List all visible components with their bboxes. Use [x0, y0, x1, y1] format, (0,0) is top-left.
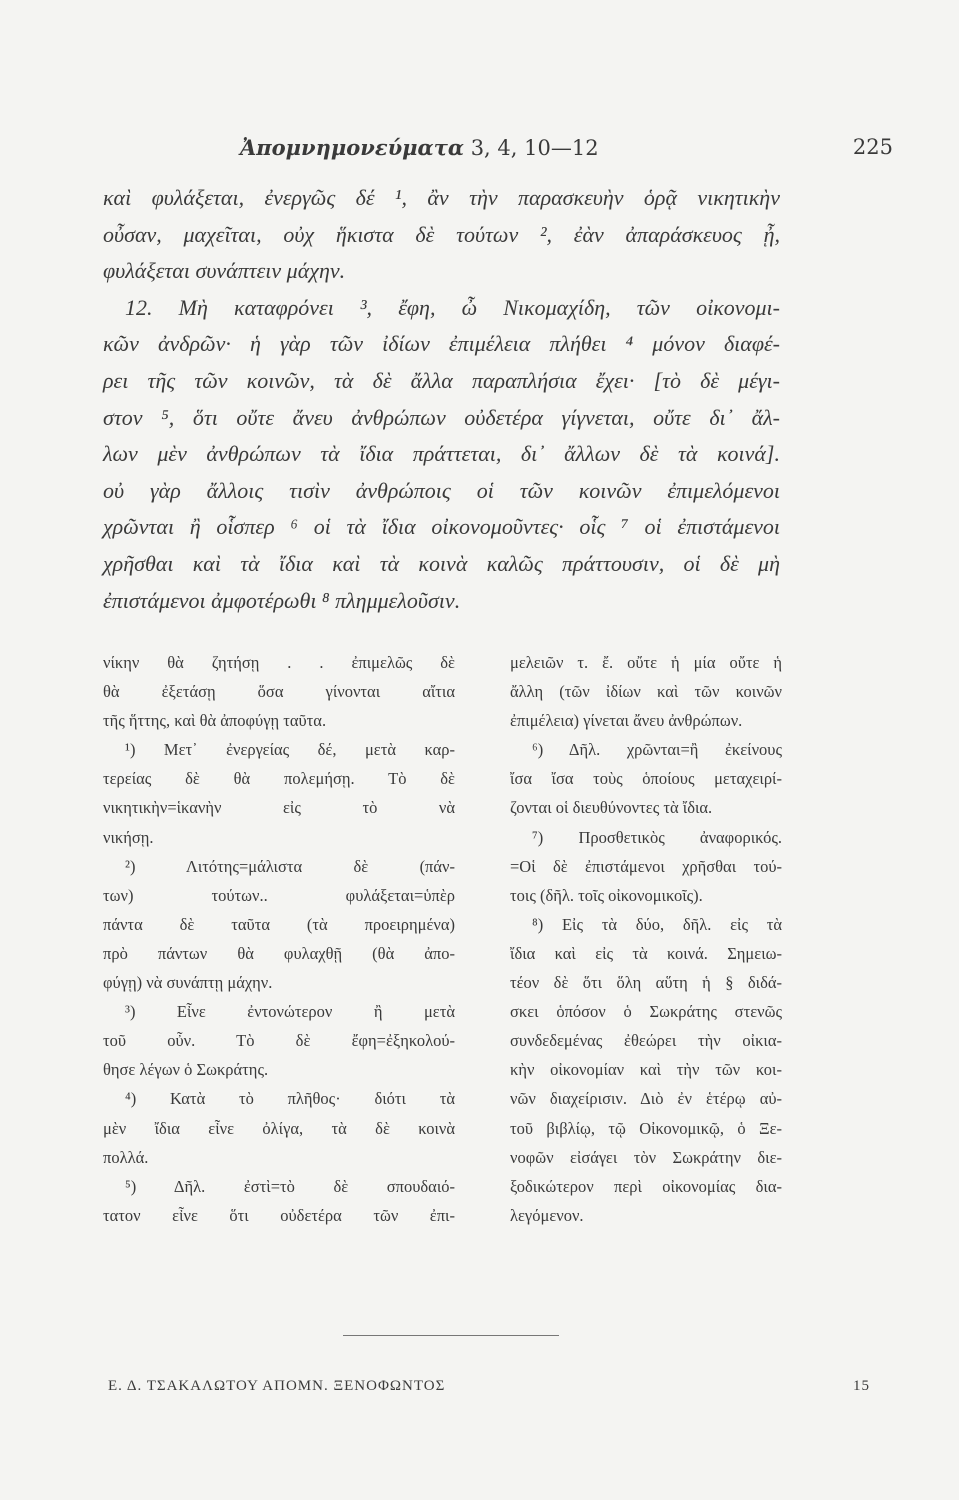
text-line: νικητικὴν=ἱκανὴν εἰς τὸ νὰ	[103, 798, 455, 818]
text-line: φυλάξεται συνάπτειν μάχην.	[103, 258, 346, 284]
text-line: τατον εἶνε ὅτι οὐδετέρα τῶν ἐπι-	[103, 1205, 455, 1225]
text-line: ἐπιστάμενοι ἀμφοτέρωθι ⁸ πλημμελοῦσιν.	[103, 587, 461, 613]
section-reference: 3, 4, 10—12	[470, 136, 599, 160]
text-line: θησε λέγων ὁ Σωκράτης.	[103, 1060, 269, 1080]
text-line: θὰ ἐξετάσῃ ὅσα γίνονται αἴτια	[103, 682, 455, 702]
text-line: των) τούτων.. φυλάξεται=ὑπὲρ	[103, 885, 455, 905]
text-line: τοις (δῆλ. τοῖς οἰκονομικοῖς).	[510, 885, 703, 905]
footer-divider	[343, 1335, 559, 1336]
text-line: τέον δὲ ὅτι ὅλη αὕτη ἡ § διδά-	[510, 973, 782, 993]
text-line: ἄλλη (τῶν ἰδίων καὶ τῶν κοινῶν	[510, 682, 782, 702]
printer-signature: Ε. Δ. ΤΣΑΚΑΛΩΤΟΥ ΑΠΟΜΝ. ΞΕΝΟΦΩΝΤΟΣ	[108, 1378, 446, 1394]
text-line: καὶ φυλάξεται, ἐνεργῶς δέ ¹, ἂν τὴν παρασκευὴν ὁρᾷ νικητικὴν	[103, 185, 780, 210]
text-line: κὴν οἰκονομίαν καὶ τὴν τῶν κοι-	[510, 1060, 782, 1080]
text-line: τερείας δὲ θὰ πολεμήσῃ. Τὸ δὲ	[103, 769, 455, 789]
sheet-number: 15	[853, 1378, 870, 1394]
running-title: Ἀπομνημονεύματα	[240, 135, 464, 160]
text-line: 12. Μὴ καταφρόνει ³, ἔφη, ὦ Νικομαχίδη, τῶν οἰκονομι-	[125, 294, 780, 320]
text-line: χρῆσθαι καὶ τὰ ἴδια καὶ τὰ κοινὰ καλῶς πράττουσιν, οἱ δὲ μὴ	[103, 550, 780, 576]
text-line: ξοδικώτερον περὶ οἰκονομίας δια-	[510, 1176, 782, 1196]
text-line: ζονται οἱ διευθύνοντες τὰ ἴδια.	[510, 798, 713, 818]
text-line: ²) Λιτότης=μάλιστα δὲ (πάν-	[125, 856, 455, 876]
text-line: τοῦ οὖν. Τὸ δὲ ἔφη=ἐξηκολού-	[103, 1031, 455, 1051]
text-line: ρει τῆς τῶν κοινῶν, τὰ δὲ ἄλλα παραπλήσια ἔχει· [τὸ δὲ μέγι-	[103, 367, 780, 393]
text-line: ³) Εἶνε ἐντονώτερον ἢ μετὰ	[125, 1002, 455, 1022]
text-line: μελειῶν τ. ἔ. οὔτε ἡ μία οὔτε ἡ	[510, 653, 782, 672]
text-line: νοφῶν εἰσάγει τὸν Σωκράτην διε-	[510, 1147, 782, 1167]
text-line: ⁸) Εἰς τὰ δύο, δῆλ. εἰς τὰ	[532, 914, 782, 934]
text-line: ⁶) Δῆλ. χρῶνται=ἢ ἐκείνους	[532, 740, 782, 760]
text-line: οὐ γὰρ ἄλλοις τισὶν ἀνθρώποις οἱ τῶν κοινῶν ἐπιμελόμενοι	[103, 477, 780, 503]
text-line: =Οἱ δὲ ἐπιστάμενοι χρῆσθαι τού-	[510, 856, 782, 876]
text-line: νικήσῃ.	[103, 827, 154, 847]
text-line: ἴσα ἴσα τοὺς ὁποίους μεταχειρί-	[510, 769, 782, 789]
text-line: σκει ὁπόσον ὁ Σωκράτης στενῶς	[510, 1002, 782, 1022]
text-line: φύγῃ) νὰ συνάπτῃ μάχην.	[103, 973, 273, 993]
page-number: 225	[852, 135, 893, 159]
text-line: τῆς ἥττης, καὶ θὰ ἀποφύγῃ ταῦτα.	[103, 711, 327, 731]
text-line: στον ⁵, ὅτι οὔτε ἄνευ ἀνθρώπων οὐδετέρα γίγνεται, οὔτε δι᾽ ἄλ-	[103, 404, 780, 430]
text-line: νίκην θὰ ζητήσῃ . . ἐπιμελῶς δὲ	[103, 653, 455, 672]
text-line: πρὸ πάντων θὰ φυλαχθῇ (θὰ ἀπο-	[103, 943, 455, 963]
text-line: κῶν ἀνδρῶν· ἡ γὰρ τῶν ἰδίων ἐπιμέλεια πλήθει ⁴ μόνον διαφέ-	[103, 331, 780, 357]
text-line: ¹) Μετ᾽ ἐνεργείας δέ, μετὰ καρ-	[125, 740, 455, 760]
text-line: ἴδια καὶ εἰς τὰ κοινά. Σημειω-	[510, 943, 782, 963]
text-line: νῶν διαχείρισιν. Διὸ ἐν ἑτέρῳ αὐ-	[510, 1089, 782, 1109]
text-line: τοῦ βιβλίῳ, τῷ Οἰκονομικῷ, ὁ Ξε-	[510, 1118, 782, 1138]
text-line: ⁴) Κατὰ τὸ πλῆθος· διότι τὰ	[125, 1089, 455, 1109]
text-line: συνδεδεμένας ἐθεώρει τὴν οἰκια-	[510, 1031, 782, 1051]
text-line: λων μὲν ἀνθρώπων τὰ ἴδια πράττεται, δι᾽ ἄλλων δὲ τὰ κοινά].	[103, 441, 780, 467]
text-line: χρῶνται ἢ οἷσπερ ⁶ οἱ τὰ ἴδια οἰκονομοῦντες· οἷς ⁷ οἱ ἐπιστάμενοι	[103, 514, 780, 540]
text-line: πολλά.	[103, 1147, 149, 1167]
text-line: λεγόμενον.	[510, 1205, 584, 1225]
footnotes-left-column	[103, 648, 455, 1230]
text-line: ⁷) Προσθετικὸς ἀναφορικός.	[532, 827, 782, 847]
text-line: οὖσαν, μαχεῖται, οὐχ ἥκιστα δὲ τούτων ², ἐὰν ἀπαράσκευος ᾖ,	[103, 221, 780, 247]
text-line: μὲν ἴδια εἶνε ὀλίγα, τὰ δὲ κοινὰ	[103, 1118, 455, 1138]
text-line: ἐπιμέλεια) γίνεται ἄνευ ἀνθρώπων.	[510, 711, 743, 731]
footnotes-right-column	[510, 648, 782, 1230]
text-line: πάντα δὲ ταῦτα (τὰ προειρημένα)	[103, 914, 455, 934]
main-text	[103, 180, 780, 619]
running-header	[240, 135, 599, 160]
text-line: ⁵) Δῆλ. ἐστὶ=τὸ δὲ σπουδαιό-	[125, 1176, 455, 1196]
